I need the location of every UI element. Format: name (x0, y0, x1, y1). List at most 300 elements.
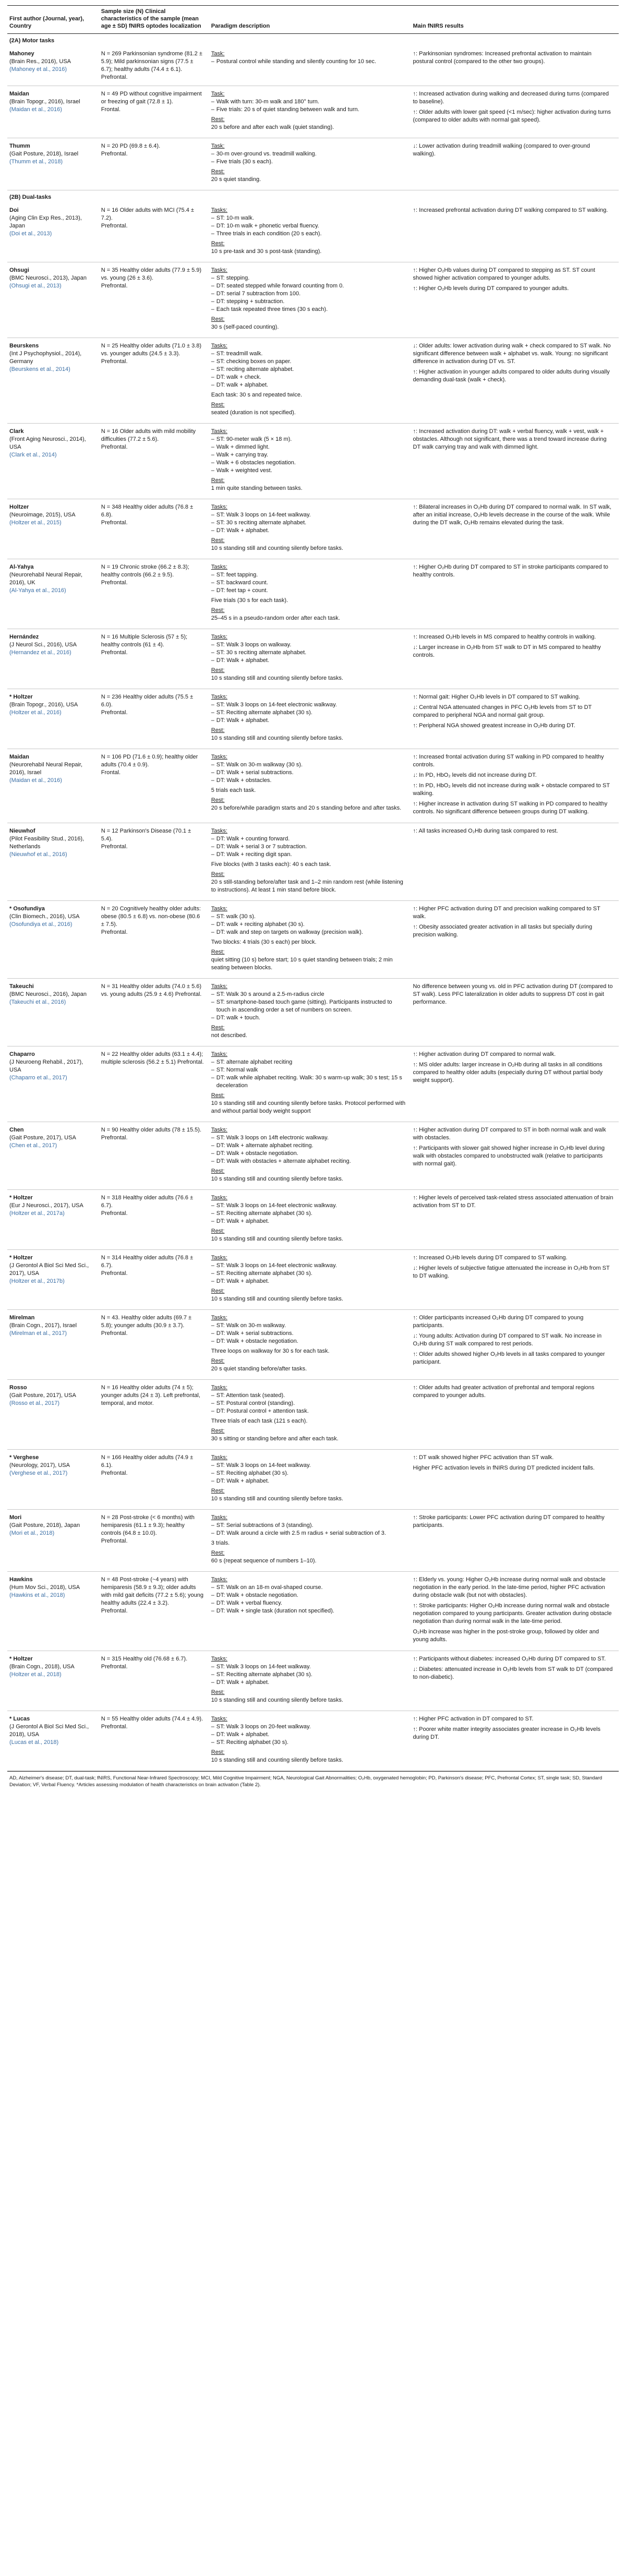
paradigm-label: Rest: (211, 797, 225, 803)
paradigm-block (211, 1689, 406, 1704)
paradigm-label: Tasks: (211, 564, 227, 570)
reference-link[interactable]: (Chaparro et al., 2017) (9, 1075, 67, 1081)
paradigm-text: quiet sitting (10 s) before start; 10 s quiet standing between trials; 2 min seating between blocks. (211, 957, 393, 971)
paradigm-block (211, 207, 406, 238)
paradigm-label: Task: (211, 91, 225, 97)
paradigm-block (211, 342, 406, 389)
table-footnote: AD, Alzheimer's disease; DT, dual-task; fNIRS, Functional Near-Infrared Spectroscopy; MCI, Mild Cognitive Impairment; NGA, Neurological Gait Abnormalities; O₂Hb, oxygenated hemoglobin; PD, Parkinson's disease; PFC, Prefrontal Cortex; ST, single task; SD, Standard Deviation; VF, Verbal Fluency. *Articles assessing modulation of health characteristics on brain activation (Table 2). (7, 1771, 619, 1788)
paradigm-item: – ST: Walk 3 loops on 14-feet electronic walkway. (211, 701, 406, 709)
reference-link[interactable]: (Mahoney et al., 2016) (9, 66, 67, 73)
sample-line: N = 31 Healthy older adults (74.0 ± 5.6) vs. young adults (25.9 ± 4.6) Prefrontal. (101, 983, 202, 997)
sample-line: Prefrontal. (101, 444, 128, 450)
paradigm-text: 10 s standing still and counting silently before tasks. (211, 1176, 343, 1182)
paradigm-item: – ST: stepping. (211, 274, 406, 282)
sample-line: N = 35 Healthy older adults (77.9 ± 5.9) vs. young (26 ± 3.6). (101, 267, 202, 281)
paradigm-block (211, 1487, 406, 1503)
table-row (7, 823, 619, 901)
paradigm-block (211, 667, 406, 682)
result-line: ↑: Increased frontal activation during ST walking in PD compared to healthy controls. (413, 754, 604, 768)
paradigm-item: – DT: Walk + serial subtractions. (211, 1330, 406, 1338)
result-line: ↑: Increased activation during walking and decreased during turns (compared to baseline). (413, 91, 609, 105)
cell-author (7, 1450, 99, 1510)
result-line: ↑: In PD, HbO₂ levels did not increase during walk + obstacle compared to ST walking. (413, 783, 610, 797)
cell-paradigm (209, 1572, 411, 1651)
sample-line: N = 236 Healthy older adults (75.5 ± 6.0). (101, 694, 194, 708)
cell-author (7, 1711, 99, 1771)
cell-sample (99, 979, 209, 1046)
paradigm-block (211, 1357, 406, 1373)
paradigm-block (211, 948, 406, 972)
paradigm-item: – ST: smartphone-based touch game (sitting). Participants instructed to touch in ascending order a set of numbers on screen. (211, 998, 406, 1014)
paradigm-block (211, 753, 406, 785)
sample-line: Prefrontal. (101, 1724, 128, 1730)
sample-line: N = 269 Parkinsonian syndrome (81.2 ± 5.9); Mild parkinsonian signs (77.5 ± 6.7); healthy adults (74.4 ± 6.1). (101, 51, 202, 73)
result-line: ↑: Parkinsonian syndromes: Increased prefrontal activation to maintain postural control (compared to the other two groups). (413, 51, 592, 65)
paradigm-item: – DT: Walk + serial subtractions. (211, 769, 406, 777)
paradigm-item: – ST: Reciting alphabet (30 s). (211, 1739, 406, 1747)
cell-paradigm (209, 979, 411, 1046)
reference-link[interactable]: (Mirelman et al., 2017) (9, 1330, 67, 1337)
paradigm-text: 10 s standing still and counting silently before tasks. (211, 735, 343, 741)
result-line: ↑: Normal gait: Higher O₂Hb levels in DT compared to ST walking. (413, 694, 581, 700)
journal-info: (J Neurol Sci., 2016), USA (9, 642, 77, 648)
cell-sample (99, 1450, 209, 1510)
paradigm-block (211, 477, 406, 492)
journal-info: (J Gerontol A Biol Sci Med Sci., 2018), USA (9, 1724, 89, 1738)
paradigm-text: 20 s before/while paradigm starts and 20 s standing before and after tasks. (211, 805, 402, 811)
author-name: Holtzer (9, 504, 29, 510)
cell-sample (99, 1190, 209, 1250)
paradigm-label: Tasks: (211, 1385, 227, 1391)
paradigm-block (211, 1384, 406, 1415)
paradigm-text: 10 s standing still and counting silently before tasks. (211, 1757, 343, 1763)
paradigm-label: Tasks: (211, 1514, 227, 1521)
paradigm-item: – DT: Walk + single task (duration not specified). (211, 1607, 406, 1615)
journal-info: (Brain Cogn., 2018), USA (9, 1664, 75, 1670)
paradigm-item: – DT: walk and step on targets on walkway (precision walk). (211, 929, 406, 936)
cell-author (7, 1250, 99, 1310)
journal-info: (BMC Neurosci., 2016), Japan (9, 991, 87, 997)
cell-sample (99, 1380, 209, 1450)
result-line: ↑: Stroke participants: Lower PFC activation during DT compared to healthy participants. (413, 1514, 605, 1528)
paradigm-label: Tasks: (211, 1716, 227, 1722)
paradigm-items (211, 274, 406, 314)
result-line: ↑: Higher activation during DT compared to ST in both normal walk and walk with obstacles. (413, 1127, 606, 1141)
reference-link[interactable]: (Thumm et al., 2018) (9, 159, 63, 165)
paradigm-block (211, 797, 406, 812)
reference-link[interactable]: (Mori et al., 2018) (9, 1530, 55, 1536)
sample-line: Prefrontal. (101, 844, 128, 850)
reference-link[interactable]: (Holtzer et al., 2015) (9, 520, 62, 526)
paradigm-label: Rest: (211, 1228, 225, 1234)
paradigm-label: Tasks: (211, 1195, 227, 1201)
paradigm-item: – DT: Postural control + attention task. (211, 1407, 406, 1415)
journal-info: (Aging Clin Exp Res., 2013), Japan (9, 215, 82, 229)
sample-line: N = 314 Healthy older adults (76.8 ± 6.7). (101, 1255, 194, 1269)
author-name: * Holtzer (9, 1255, 33, 1261)
paradigm-item: – 30-m over-ground vs. treadmill walking. (211, 150, 406, 158)
reference-link[interactable]: (Hawkins et al., 2018) (9, 1592, 65, 1598)
author-name: Beurskens (9, 343, 39, 349)
paradigm-label: Rest: (211, 402, 225, 408)
paradigm-item: – ST: alternate alphabet reciting (211, 1058, 406, 1066)
paradigm-label: Tasks: (211, 906, 227, 912)
paradigm-item: – ST: checking boxes on paper. (211, 358, 406, 366)
result-line: ↑: Older adults with lower gait speed (<1 m/sec): higher activation during turns (compared to older adults with normal gait speed). (413, 109, 611, 123)
author-name: Hernández (9, 634, 39, 640)
cell-paradigm (209, 424, 411, 499)
paradigm-item: – DT: Walk + reciting digit span. (211, 851, 406, 859)
sample-line: Frontal. (101, 769, 121, 776)
paradigm-text: Two blocks: 4 trials (30 s each) per block. (211, 939, 317, 945)
cell-results (411, 1510, 619, 1572)
reference-link[interactable]: (Holtzer et al., 2017b) (9, 1278, 65, 1284)
paradigm-label: Rest: (211, 1358, 225, 1364)
paradigm-text: Five trials (30 s for each task). (211, 597, 288, 604)
journal-info: (Brain Cogn., 2017), Israel (9, 1322, 77, 1329)
result-line: ↓: Higher levels of subjective fatigue attenuated the increase in O₂Hb from ST to DT walking. (413, 1265, 610, 1279)
cell-sample (99, 138, 209, 190)
result-line: ↓: Lower activation during treadmill walking (compared to over-ground walking). (413, 143, 590, 157)
table-row (7, 689, 619, 749)
paradigm-label: Rest: (211, 1689, 225, 1695)
cell-results (411, 1651, 619, 1711)
author-name: Chen (9, 1127, 24, 1133)
reference-link[interactable]: (Maidan et al., 2016) (9, 777, 62, 784)
sample-line: Prefrontal. (101, 151, 128, 157)
reference-link[interactable]: (Hernandez et al., 2016) (9, 649, 71, 656)
cell-sample (99, 629, 209, 689)
cell-author (7, 1510, 99, 1572)
reference-link[interactable]: (Chen et al., 2017) (9, 1142, 57, 1149)
cell-author (7, 823, 99, 901)
table-body (7, 34, 619, 1771)
result-line: ↑: Increased prefrontal activation during DT walking compared to ST walking. (413, 207, 608, 213)
cell-results (411, 424, 619, 499)
cell-author (7, 1651, 99, 1711)
paradigm-block (211, 1749, 406, 1764)
cell-paradigm (209, 1510, 411, 1572)
sample-line: N = 43. Healthy older adults (69.7 ± 5.8); younger adults (30.9 ± 3.7). (101, 1315, 192, 1329)
cell-results (411, 1310, 619, 1380)
paradigm-item: – ST: Walk on 30-m walkway (30 s). (211, 761, 406, 769)
cell-results (411, 559, 619, 629)
sample-line: N = 16 Healthy older adults (74 ± 5); younger adults (24 ± 3). Left prefrontal, temporal, and motor. (101, 1385, 200, 1406)
cell-paradigm (209, 1651, 411, 1711)
paradigm-block (211, 1254, 406, 1285)
paradigm-items (211, 1584, 406, 1615)
cell-results (411, 629, 619, 689)
author-name: Clark (9, 428, 24, 435)
reference-link[interactable]: (Ohsugi et al., 2013) (9, 283, 62, 289)
cell-results (411, 901, 619, 979)
author-name: * Holtzer (9, 1656, 33, 1662)
table-row (7, 1572, 619, 1651)
table-row (7, 1450, 619, 1510)
cell-author (7, 1572, 99, 1651)
paradigm-label: Rest: (211, 1550, 225, 1556)
paradigm-items (211, 1392, 406, 1415)
paradigm-block (211, 871, 406, 894)
paradigm-block (211, 391, 406, 399)
cell-results (411, 749, 619, 823)
paradigm-item: – DT: Walk + obstacle negotiation. (211, 1592, 406, 1599)
paradigm-label: Rest: (211, 1428, 225, 1434)
paradigm-items (211, 991, 406, 1022)
sample-line: N = 318 Healthy older adults (76.6 ± 6.7). (101, 1195, 194, 1209)
paradigm-item: – ST: Walk 3 loops on 14ft electronic walkway. (211, 1134, 406, 1142)
paradigm-items (211, 641, 406, 665)
reference-link[interactable]: (Verghese et al., 2017) (9, 1470, 68, 1476)
paradigm-label: Rest: (211, 949, 225, 955)
paradigm-items (211, 913, 406, 936)
result-line: ↑: Obesity associated greater activation in all tasks but specially during precision walking. (413, 924, 593, 938)
paradigm-label: Rest: (211, 240, 225, 247)
paradigm-item: – ST: Serial subtractions of 3 (standing). (211, 1522, 406, 1530)
reference-link[interactable]: (Osofundiya et al., 2016) (9, 921, 73, 928)
sample-line: N = 166 Healthy older adults (74.9 ± 6.1). (101, 1454, 194, 1468)
reference-link[interactable]: (Beurskens et al., 2014) (9, 366, 70, 372)
cell-author (7, 262, 99, 338)
paradigm-item: – ST: walk (30 s). (211, 913, 406, 921)
paradigm-block (211, 90, 406, 114)
paradigm-item: – DT: Walk + obstacle negotiation. (211, 1338, 406, 1345)
result-line: ↑: Higher PFC activation during DT and precision walking compared to ST walk. (413, 906, 600, 920)
paradigm-item: – Walk with turn: 30-m walk and 180° turn. (211, 98, 406, 106)
result-line: Higher PFC activation levels in fNIRS during DT predicted incident falls. (413, 1465, 595, 1471)
table-row (7, 559, 619, 629)
paradigm-label: Rest: (211, 537, 225, 544)
paradigm-label: Rest: (211, 871, 225, 877)
header-results: Main fNIRS results (411, 6, 619, 34)
paradigm-block (211, 240, 406, 256)
author-name: * Holtzer (9, 694, 33, 700)
cell-sample (99, 46, 209, 86)
cell-results (411, 1122, 619, 1190)
result-line: ↑: Higher activation during DT compared to normal walk. (413, 1051, 556, 1057)
author-name: Al-Yahya (9, 564, 34, 570)
cell-results (411, 1380, 619, 1450)
paradigm-items (211, 1723, 406, 1747)
result-line: ↑: Increased O₂Hb levels in MS compared to healthy controls in walking. (413, 634, 596, 640)
result-line: ↑: Older adults showed higher O₂Hb levels in all tasks compared to younger participant. (413, 1351, 605, 1365)
cell-sample (99, 1046, 209, 1122)
paradigm-label: Tasks: (211, 754, 227, 760)
sample-line: N = 106 PD (71.6 ± 0.9); healthy older adults (70.4 ± 0.9). (101, 754, 198, 768)
sample-line: N = 348 Healthy older adults (76.8 ± 6.8). (101, 504, 194, 518)
result-line: ↑: Higher O₂Hb during DT compared to ST in stroke participants compared to healthy controls. (413, 564, 608, 578)
paradigm-text: 10 s standing still and counting silently before tasks. (211, 1697, 343, 1703)
reference-link[interactable]: (Al-Yahya et al., 2016) (9, 587, 66, 594)
sample-line: N = 16 Older adults with mild mobility difficulties (77.2 ± 5.6). (101, 428, 196, 442)
table-row (7, 1651, 619, 1711)
paradigm-block (211, 1715, 406, 1747)
result-line: O₂Hb increase was higher in the post-stroke group, followed by older and young adults. (413, 1629, 599, 1643)
result-line: ↑: Higher levels of perceived task-related stress associated attenuation of brain activation from ST to DT. (413, 1195, 613, 1209)
sample-line: Prefrontal. (101, 1135, 128, 1141)
cell-results (411, 499, 619, 559)
paradigm-item: – DT: walk + alphabet. (211, 381, 406, 389)
paradigm-label: Tasks: (211, 1315, 227, 1321)
cell-author (7, 1190, 99, 1250)
reference-link[interactable]: (Maidan et al., 2016) (9, 106, 62, 113)
cell-results (411, 138, 619, 190)
paradigm-items (211, 58, 406, 66)
paradigm-item: – DT: walk + check. (211, 374, 406, 381)
sample-line: Prefrontal. (101, 709, 128, 716)
author-name: Chaparro (9, 1051, 35, 1057)
header-paradigm: Paradigm description (209, 6, 411, 34)
cell-sample (99, 823, 209, 901)
paradigm-label: Rest: (211, 1288, 225, 1294)
result-line: ↓: Central NGA attenuated changes in PFC O₂Hb levels from ST to DT compared to peripheral NGA and normal gait group. (413, 704, 592, 718)
paradigm-item: – DT: Walk + counting forward. (211, 835, 406, 843)
sample-line: N = 48 Post-stroke (~4 years) with hemiparesis (58.9 ± 9.3); older adults with mild gait deficits (77.2 ± 5.6); young healthy adults (22.4 ± 3.2). (101, 1576, 203, 1606)
sample-line: Prefrontal. (101, 1470, 128, 1476)
paradigm-item: – Five trials: 20 s of quiet standing between walk and turn. (211, 106, 406, 114)
paradigm-text: 10 s standing still and counting silently before tasks. (211, 1236, 343, 1242)
table-row (7, 901, 619, 979)
paradigm-block (211, 503, 406, 535)
paradigm-item: – ST: 30 s reciting alternate alphabet. (211, 519, 406, 527)
journal-info: (Gait Posture, 2018), Japan (9, 1522, 80, 1528)
reference-link[interactable]: (Holtzer et al., 2017a) (9, 1210, 65, 1217)
paradigm-label: Tasks: (211, 267, 227, 273)
author-name: Nieuwhof (9, 828, 35, 834)
paradigm-block (211, 693, 406, 725)
paradigm-items (211, 150, 406, 166)
paradigm-label: Task: (211, 143, 225, 149)
author-name: Takeuchi (9, 983, 34, 990)
cell-author (7, 1380, 99, 1450)
paradigm-label: Tasks: (211, 1255, 227, 1261)
cell-paradigm (209, 1380, 411, 1450)
section-title: (2B) Dual-tasks (9, 194, 52, 200)
paradigm-item: – ST: Walk 3 loops on 14-feet walkway. (211, 511, 406, 519)
result-line: ↑: Higher increase in activation during ST walking in PD compared to healthy controls. No significant difference between groups during DT walking. (413, 801, 608, 815)
paradigm-label: Tasks: (211, 428, 227, 435)
journal-info: (Neurorehabil Neural Repair, 2016), Israel (9, 762, 83, 776)
cell-results (411, 823, 619, 901)
cell-author (7, 901, 99, 979)
cell-results (411, 689, 619, 749)
result-line: ↑: Higher PFC activation in DT compared to ST. (413, 1716, 534, 1722)
cell-author (7, 689, 99, 749)
paradigm-item: – ST: Walk 3 loops on walkway. (211, 641, 406, 649)
cell-results (411, 1250, 619, 1310)
reference-link[interactable]: (Doi et al., 2013) (9, 231, 52, 237)
paradigm-item: – DT: walk while alphabet reciting. Walk: 30 s warm-up walk; 30 s test; 15 s deceleration (211, 1074, 406, 1090)
paradigm-items (211, 571, 406, 595)
cell-author (7, 749, 99, 823)
reference-link[interactable]: (Holtzer et al., 2016) (9, 709, 62, 716)
cell-sample (99, 1711, 209, 1771)
paradigm-label: Tasks: (211, 207, 227, 213)
sample-line: N = 55 Healthy older adults (74.4 ± 4.9). (101, 1716, 203, 1722)
paradigm-text: 1 min quite standing between tasks. (211, 485, 303, 491)
cell-results (411, 262, 619, 338)
cell-sample (99, 262, 209, 338)
paradigm-text: Each task: 30 s and repeated twice. (211, 392, 303, 398)
sample-line: Prefrontal. (101, 580, 128, 586)
paradigm-block (211, 727, 406, 742)
paradigm-text: Five blocks (with 3 tasks each): 40 s each task. (211, 861, 331, 868)
cell-paradigm (209, 629, 411, 689)
paradigm-block (211, 1167, 406, 1183)
paradigm-item: – DT: Walk + serial 3 or 7 subtraction. (211, 843, 406, 851)
paradigm-item: – ST: backward count. (211, 579, 406, 587)
paradigm-item: – ST: Normal walk (211, 1066, 406, 1074)
sample-line: N = 16 Older adults with MCI (75.4 ± 7.2). (101, 207, 194, 221)
paradigm-text: not described. (211, 1032, 247, 1039)
paradigm-text: 25–45 s in a pseudo-random order after each task. (211, 615, 340, 621)
paradigm-item: – DT: Walk with obstacles + alternate alphabet reciting. (211, 1158, 406, 1165)
paradigm-block (211, 787, 406, 795)
reference-link[interactable]: (Holtzer et al., 2018) (9, 1671, 62, 1678)
result-line: ↑: MS older adults: larger increase in O₂Hb during all tasks in all conditions compared to healthy older adults (especially during DT without partial body weight support). (413, 1062, 603, 1084)
paradigm-label: Rest: (211, 116, 225, 123)
result-line: ↓: Larger increase in O₂Hb from ST walk to DT in MS compared to healthy controls. (413, 644, 601, 658)
sample-line: Prefrontal. (101, 1210, 128, 1217)
table-row (7, 424, 619, 499)
table-row (7, 1711, 619, 1771)
paradigm-text: 20 s quiet standing. (211, 176, 261, 183)
paradigm-item: – DT: walk + touch. (211, 1014, 406, 1022)
author-name: Ohsugi (9, 267, 29, 273)
reference-link[interactable]: (Rosso et al., 2017) (9, 1400, 59, 1406)
paradigm-item: – Postural control while standing and silently counting for 10 sec. (211, 58, 406, 66)
paradigm-label: Rest: (211, 1025, 225, 1031)
paradigm-label: Rest: (211, 316, 225, 322)
table-row (7, 1046, 619, 1122)
journal-info: (J Neuroeng Rehabil., 2017), USA (9, 1059, 83, 1073)
result-line: ↑: All tasks increased O₂Hb during task compared to rest. (413, 828, 558, 834)
paradigm-block (211, 316, 406, 331)
journal-info: (Int J Psychophysiol., 2014), Germany (9, 351, 82, 365)
paradigm-items (211, 1058, 406, 1090)
cell-paradigm (209, 901, 411, 979)
author-name: * Holtzer (9, 1195, 33, 1201)
table-row (7, 1190, 619, 1250)
cell-results (411, 46, 619, 86)
paradigm-block (211, 116, 406, 131)
result-line: ↑: Increased O₂Hb levels during DT compared to ST walking. (413, 1255, 568, 1261)
cell-author (7, 499, 99, 559)
paradigm-text: 10 s standing still and counting silently before tasks. (211, 1296, 343, 1302)
reference-link[interactable]: (Lucas et al., 2018) (9, 1739, 59, 1746)
cell-sample (99, 424, 209, 499)
journal-info: (Front Aging Neurosci., 2014), USA (9, 436, 86, 450)
author-name: Thumm (9, 143, 30, 149)
author-name: * Verghese (9, 1454, 39, 1461)
author-name: * Lucas (9, 1716, 30, 1722)
sample-line: N = 20 Cognitively healthy older adults: obese (80.5 ± 6.8) vs. non-obese (80.6 ± 7.5). (101, 906, 201, 928)
paradigm-block (211, 50, 406, 66)
reference-link[interactable]: (Nieuwhof et al., 2016) (9, 851, 67, 858)
cell-paradigm (209, 1046, 411, 1122)
reference-link[interactable]: (Clark et al., 2014) (9, 452, 57, 458)
paradigm-item: – DT: feet tap + count. (211, 587, 406, 595)
journal-info: (Gait Posture, 2017), USA (9, 1135, 76, 1141)
result-line: ↑: Participants without diabetes: increased O₂Hb during DT compared to ST. (413, 1656, 606, 1662)
cell-paradigm (209, 46, 411, 86)
paradigm-item: – DT: Walk + verbal fluency. (211, 1599, 406, 1607)
paradigm-items (211, 511, 406, 535)
reference-link[interactable]: (Takeuchi et al., 2016) (9, 999, 66, 1005)
paradigm-items (211, 1202, 406, 1225)
paradigm-text: 20 s quiet standing before/after tasks. (211, 1366, 307, 1372)
sample-line: N = 19 Chronic stroke (66.2 ± 8.3); healthy controls (66.2 ± 9.5). (101, 564, 189, 578)
